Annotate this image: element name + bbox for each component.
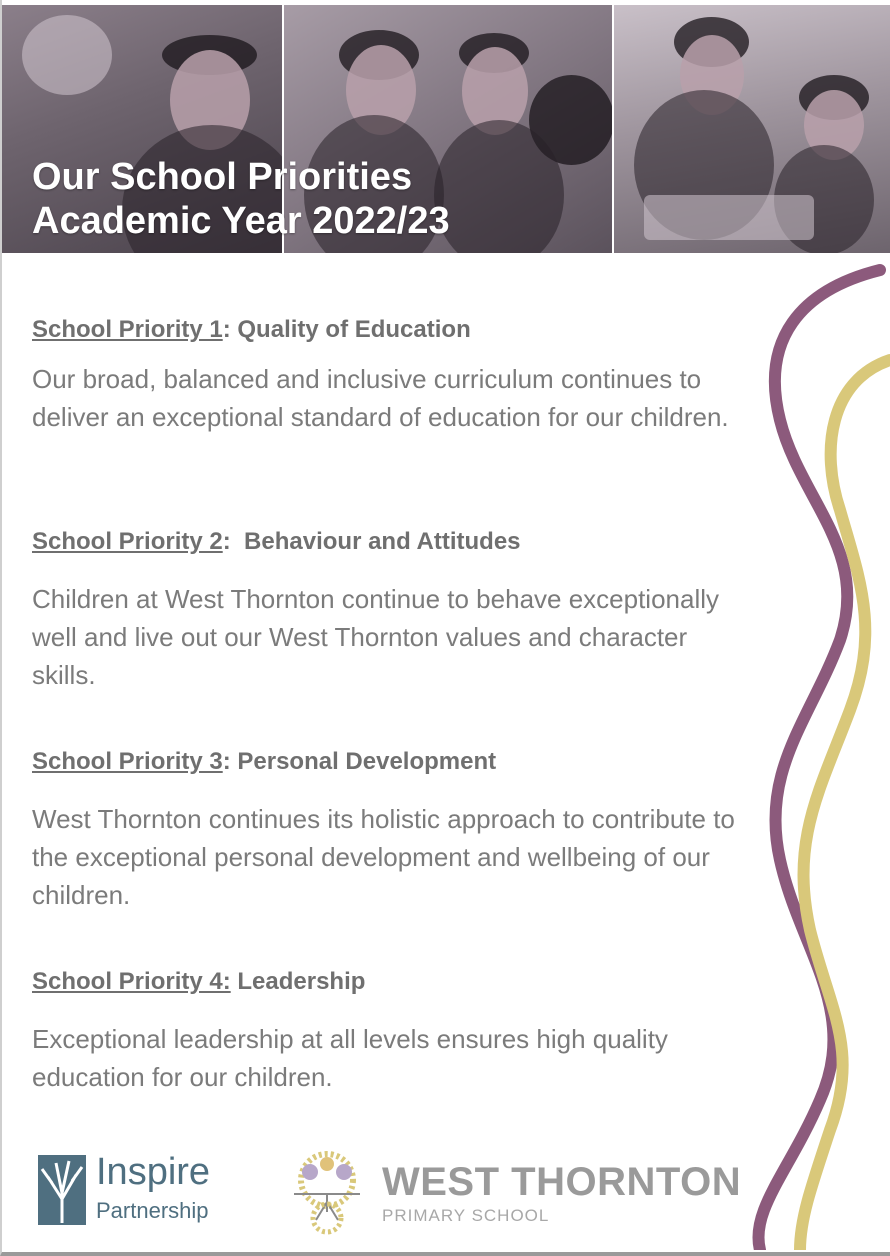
- priority-code: School Priority 1: [32, 316, 223, 343]
- west-thornton-logo: [288, 1150, 748, 1240]
- title-line-2: Academic Year 2022/23: [32, 200, 450, 242]
- priority-separator: :: [222, 528, 231, 555]
- priority-3: [32, 742, 752, 914]
- priority-text: Children at West Thornton continue to behave exceptionally well and live out our West Thornton values and character skills.: [32, 584, 720, 690]
- priority-separator: :: [222, 316, 231, 343]
- priority-separator: :: [222, 748, 231, 775]
- priority-title: Personal Development: [230, 748, 497, 775]
- priority-code: School Priority 2: [32, 528, 223, 555]
- priority-title: Behaviour and Attitudes: [230, 528, 521, 555]
- inspire-name: Inspire: [96, 1151, 211, 1193]
- priority-text: Exceptional leadership at all levels ensures high quality education for our children.: [32, 1024, 668, 1092]
- title-line-1: Our School Priorities: [32, 156, 413, 198]
- priority-code: School Priority 3: [32, 748, 223, 775]
- inspire-subtitle: Partnership: [96, 1198, 209, 1223]
- classroom-photo-teacher: [614, 5, 890, 253]
- priority-title: Leadership: [230, 968, 366, 995]
- priority-heading: [32, 742, 752, 782]
- priority-heading: [32, 522, 752, 562]
- priority-1: [32, 310, 752, 436]
- inspire-partnership-logo: [38, 1150, 238, 1230]
- priority-4: [32, 962, 752, 1096]
- priority-text: West Thornton continues its holistic approach to contribute to the exceptional personal development and wellbeing of our children.: [32, 804, 735, 910]
- priority-code: School Priority 4:: [32, 968, 231, 995]
- priority-2: [32, 522, 752, 694]
- decorative-waves: [740, 250, 890, 1250]
- priority-title: Quality of Education: [230, 316, 471, 343]
- header-photo-banner: [2, 5, 890, 253]
- school-name: WEST THORNTON: [382, 1160, 742, 1204]
- tree-emblem-icon: [288, 1150, 366, 1236]
- page-title: [32, 155, 450, 243]
- priority-text: Our broad, balanced and inclusive curriculum continues to deliver an exceptional standard of education for our children.: [32, 364, 729, 432]
- purple-wave: [758, 270, 880, 1250]
- footer-logos: [38, 1150, 742, 1240]
- tree-icon: [38, 1155, 86, 1225]
- priority-heading: [32, 962, 752, 1002]
- school-subtitle: PRIMARY SCHOOL: [382, 1206, 550, 1225]
- priority-heading: [32, 310, 752, 350]
